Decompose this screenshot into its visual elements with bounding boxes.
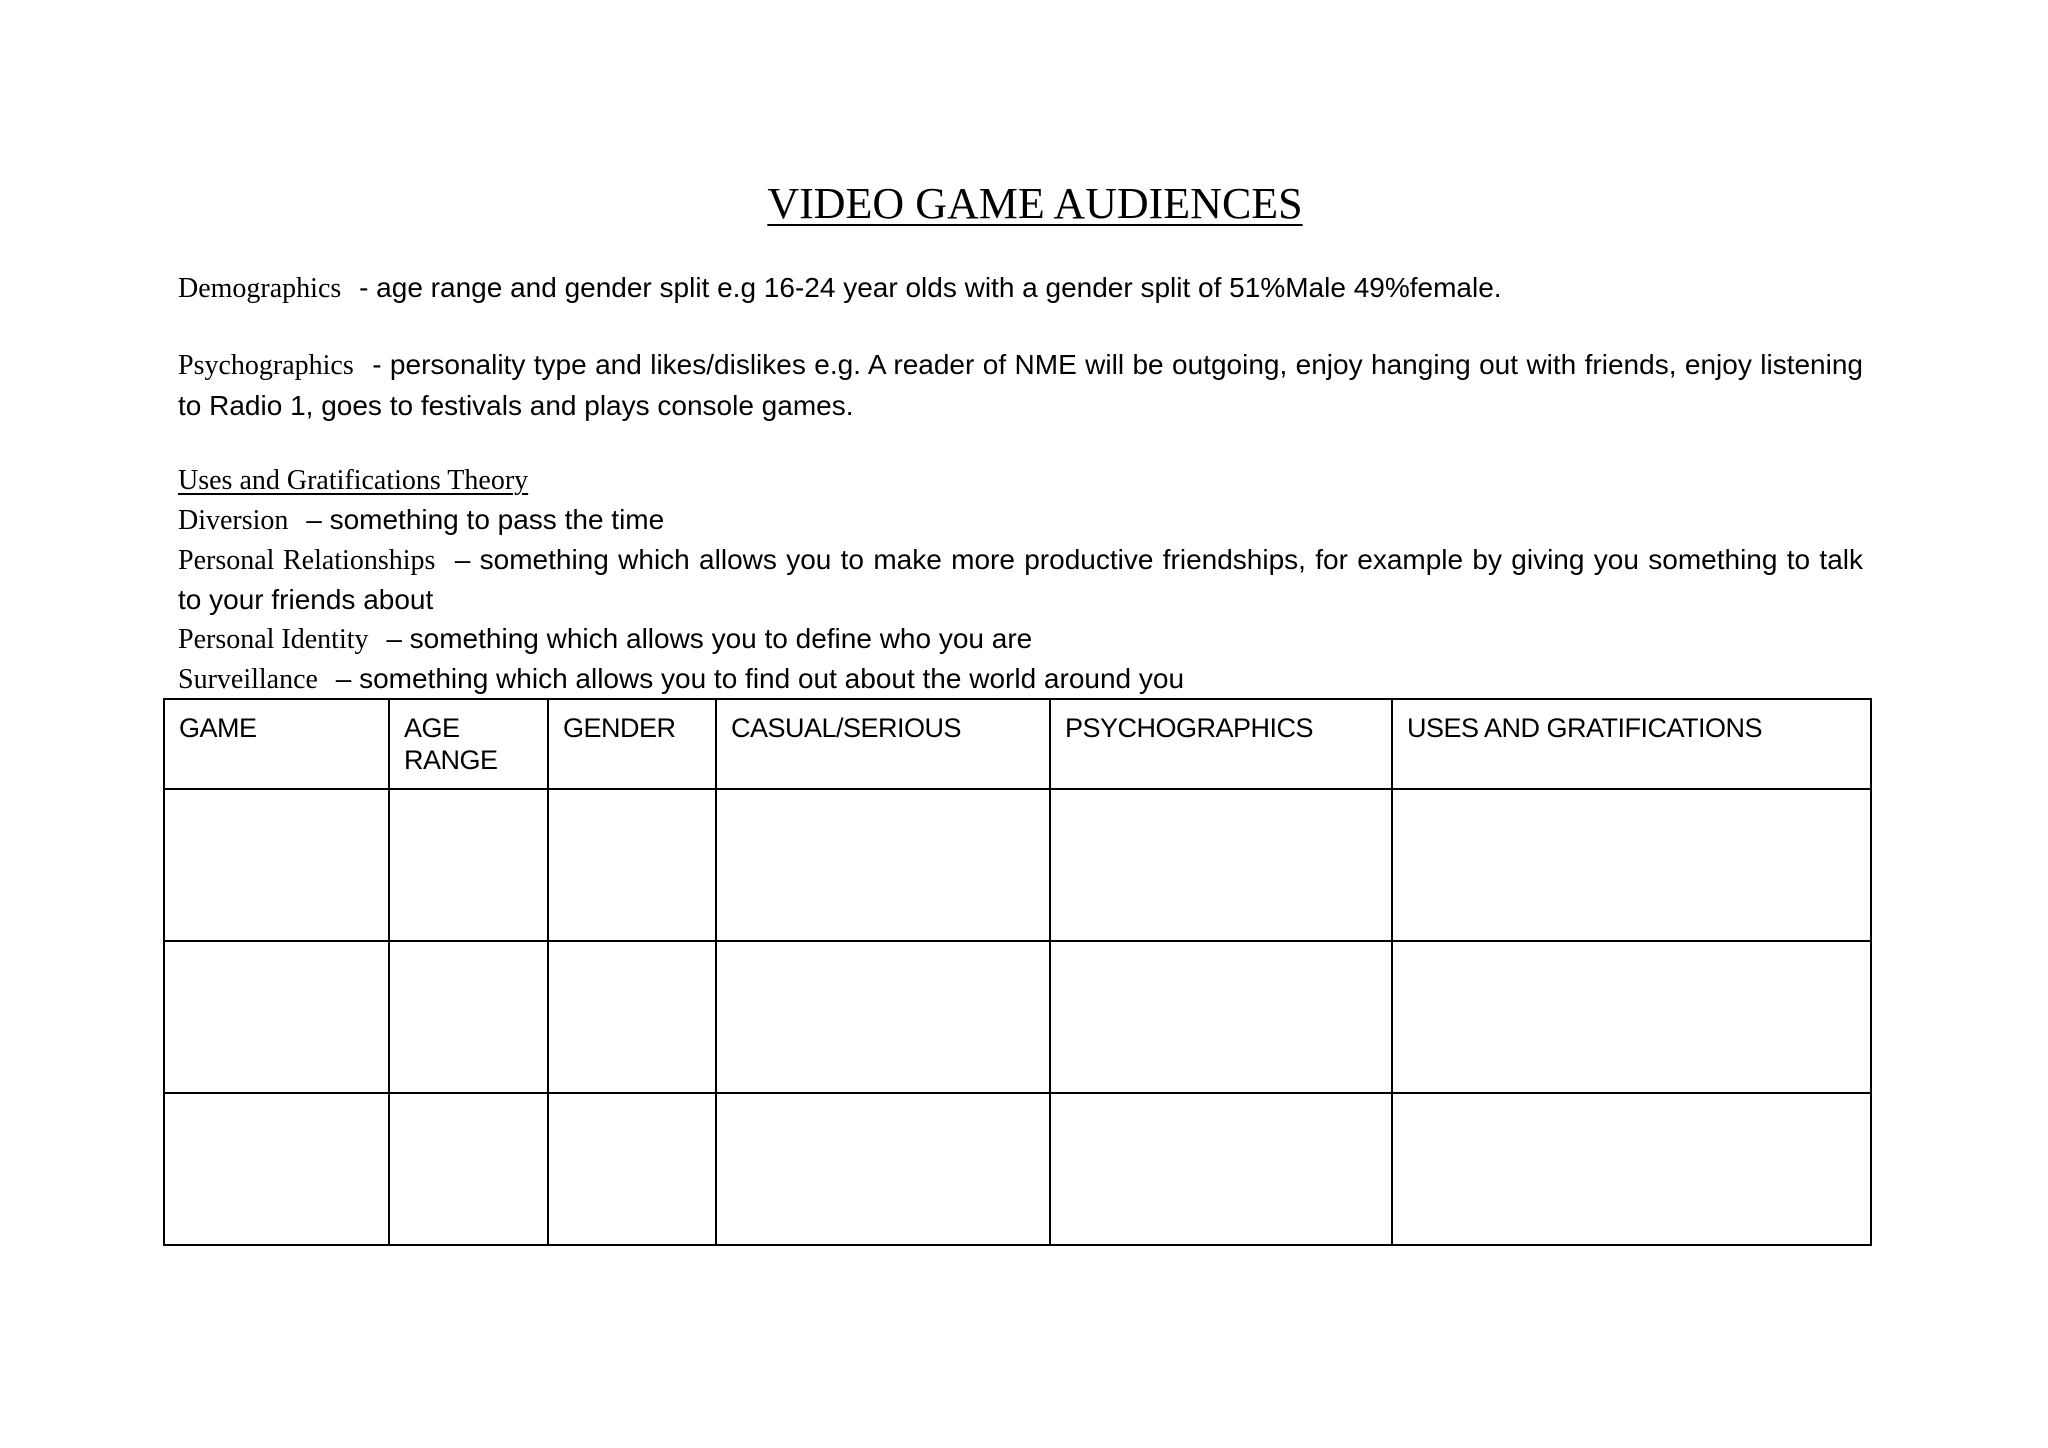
psychographics-term: Psychographics xyxy=(178,350,354,381)
cell-uses-gratifications[interactable] xyxy=(1392,789,1871,941)
psychographics-definition xyxy=(178,345,1863,426)
table-row xyxy=(164,941,1871,1093)
header-casual-serious: CASUAL/SERIOUS xyxy=(716,699,1050,789)
cell-uses-gratifications[interactable] xyxy=(1392,941,1871,1093)
header-uses-gratifications: USES AND GRATIFICATIONS xyxy=(1392,699,1871,789)
ug-item-surveillance xyxy=(178,659,1863,699)
cell-uses-gratifications[interactable] xyxy=(1392,1093,1871,1245)
header-game: GAME xyxy=(164,699,389,789)
ug-item-personal-relationships xyxy=(178,540,1863,619)
cell-gender[interactable] xyxy=(548,789,716,941)
table-row xyxy=(164,1093,1871,1245)
ug-item-text: – something which allows you to find out about the world around you xyxy=(335,663,1185,694)
cell-age-range[interactable] xyxy=(389,941,548,1093)
psychographics-text: - personality type and likes/dislikes e.g. A reader of NME will be outgoing, enjoy hanging out with friends, enjoy listening to Radio 1, goes to festivals and plays console games. xyxy=(178,349,1863,421)
cell-gender[interactable] xyxy=(548,941,716,1093)
page-title: VIDEO GAME AUDIENCES xyxy=(767,179,1303,228)
cell-psychographics[interactable] xyxy=(1050,1093,1392,1245)
ug-item-personal-identity xyxy=(178,619,1863,659)
ug-item-text: – something which allows you to make more productive friendships, for example by giving you something to talk to your friends about xyxy=(178,544,1863,615)
demographics-term: Demographics xyxy=(178,273,342,304)
cell-casual-serious[interactable] xyxy=(716,789,1050,941)
cell-gender[interactable] xyxy=(548,1093,716,1245)
cell-game[interactable] xyxy=(164,941,389,1093)
table-row xyxy=(164,789,1871,941)
ug-item-text: – something to pass the time xyxy=(306,504,665,535)
header-gender: GENDER xyxy=(548,699,716,789)
ug-item-term: Personal Identity xyxy=(178,624,369,655)
cell-psychographics[interactable] xyxy=(1050,941,1392,1093)
cell-age-range[interactable] xyxy=(389,1093,548,1245)
uses-gratifications-section xyxy=(178,460,1863,699)
header-age-range: AGE RANGE xyxy=(389,699,548,789)
cell-game[interactable] xyxy=(164,1093,389,1245)
ug-item-diversion xyxy=(178,500,1863,540)
ug-item-text: – something which allows you to define who you are xyxy=(386,623,1033,654)
cell-casual-serious[interactable] xyxy=(716,941,1050,1093)
audience-table xyxy=(163,698,1872,1246)
cell-casual-serious[interactable] xyxy=(716,1093,1050,1245)
cell-age-range[interactable] xyxy=(389,789,548,941)
ug-item-term: Diversion xyxy=(178,505,289,536)
cell-psychographics[interactable] xyxy=(1050,789,1392,941)
cell-game[interactable] xyxy=(164,789,389,941)
uses-gratifications-heading: Uses and Gratifications Theory xyxy=(178,465,529,496)
demographics-text: - age range and gender split e.g 16-24 year olds with a gender split of 51%Male 49%female. xyxy=(359,272,1502,303)
table-header-row xyxy=(164,699,1871,789)
header-psychographics: PSYCHOGRAPHICS xyxy=(1050,699,1392,789)
demographics-definition xyxy=(178,268,1863,309)
ug-item-term: Personal Relationships xyxy=(178,545,436,576)
ug-item-term: Surveillance xyxy=(178,664,318,695)
